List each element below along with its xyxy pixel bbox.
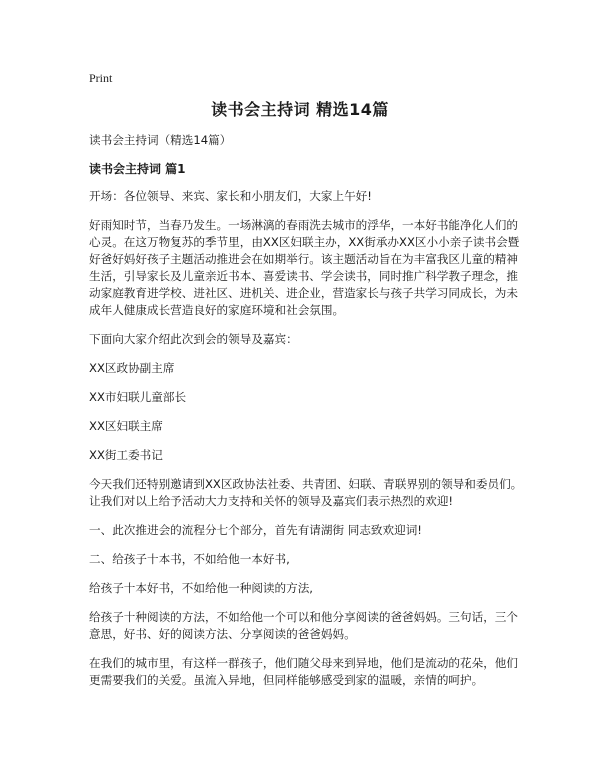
paragraph-sharing: 给孩子十种阅读的方法，不如给他一个可以和他分享阅读的爸爸妈妈。三句话，三个意思，好书、好的阅读方法、分享阅读的爸爸妈妈。 (89, 610, 518, 641)
print-link[interactable]: Print (89, 71, 113, 85)
paragraph-agenda-2: 二、给孩子十本书，不如给他一本好书, (89, 552, 290, 566)
document-body (89, 132, 529, 701)
guest-item: XX市妇联儿童部长 (89, 390, 187, 404)
paragraph-agenda-1: 一、此次推进会的流程分七个部分，首先有请湖街 同志致欢迎词! (89, 523, 422, 537)
guest-item: XX街工委书记 (89, 448, 163, 462)
paragraph-city-children: 在我们的城市里，有这样一群孩子，他们随父母来到异地，他们是流动的花朵，他们更需要我们的关爱。虽流入异地，但同样能够感受到家的温暖，亲情的呵护。 (89, 656, 518, 687)
paragraph-welcome: 今天我们还特别邀请到XX区政协法社委、共青团、妇联、青联界别的领导和委员们。让我们对以上给予活动大力支持和关怀的领导及嘉宾们表示热烈的欢迎! (89, 477, 523, 508)
section-heading: 读书会主持词 篇1 (89, 162, 186, 176)
paragraph-guests-intro: 下面向大家介绍此次到会的领导及嘉宾： (89, 332, 298, 346)
document-subtitle: 读书会主持词（精选14篇） (89, 133, 232, 147)
paragraph-opening: 开场：各位领导、来宾、家长和小朋友们，大家上午好! (89, 189, 372, 203)
paragraph-intro: 好雨知时节，当春乃发生。一场淋漓的春雨洗去城市的浮华，一本好书能净化人们的心灵。在这万物复苏的季节里，由XX区妇联主办，XX街承办XX区小小亲子读书会暨好爸好妈好孩子主题活动推进会在如期举行。该主题活动旨在为丰富我区儿童的精神生活，引导家长及儿童亲近书本、喜爱读书、学会读书，同时推广科学教子理念，推动家庭教育进学校、进社区、进机关、进企业，营造家长与孩子共学习同成长，为未成年人健康成长营造良好的家庭环境和社会氛围。 (89, 218, 520, 317)
page-title: 读书会主持词 精选14篇 (211, 100, 389, 119)
guest-item: XX区政协副主席 (89, 361, 175, 375)
guest-item: XX区妇联主席 (89, 419, 163, 433)
paragraph-reading-method: 给孩子十本好书，不如给他一种阅读的方法, (89, 581, 313, 595)
